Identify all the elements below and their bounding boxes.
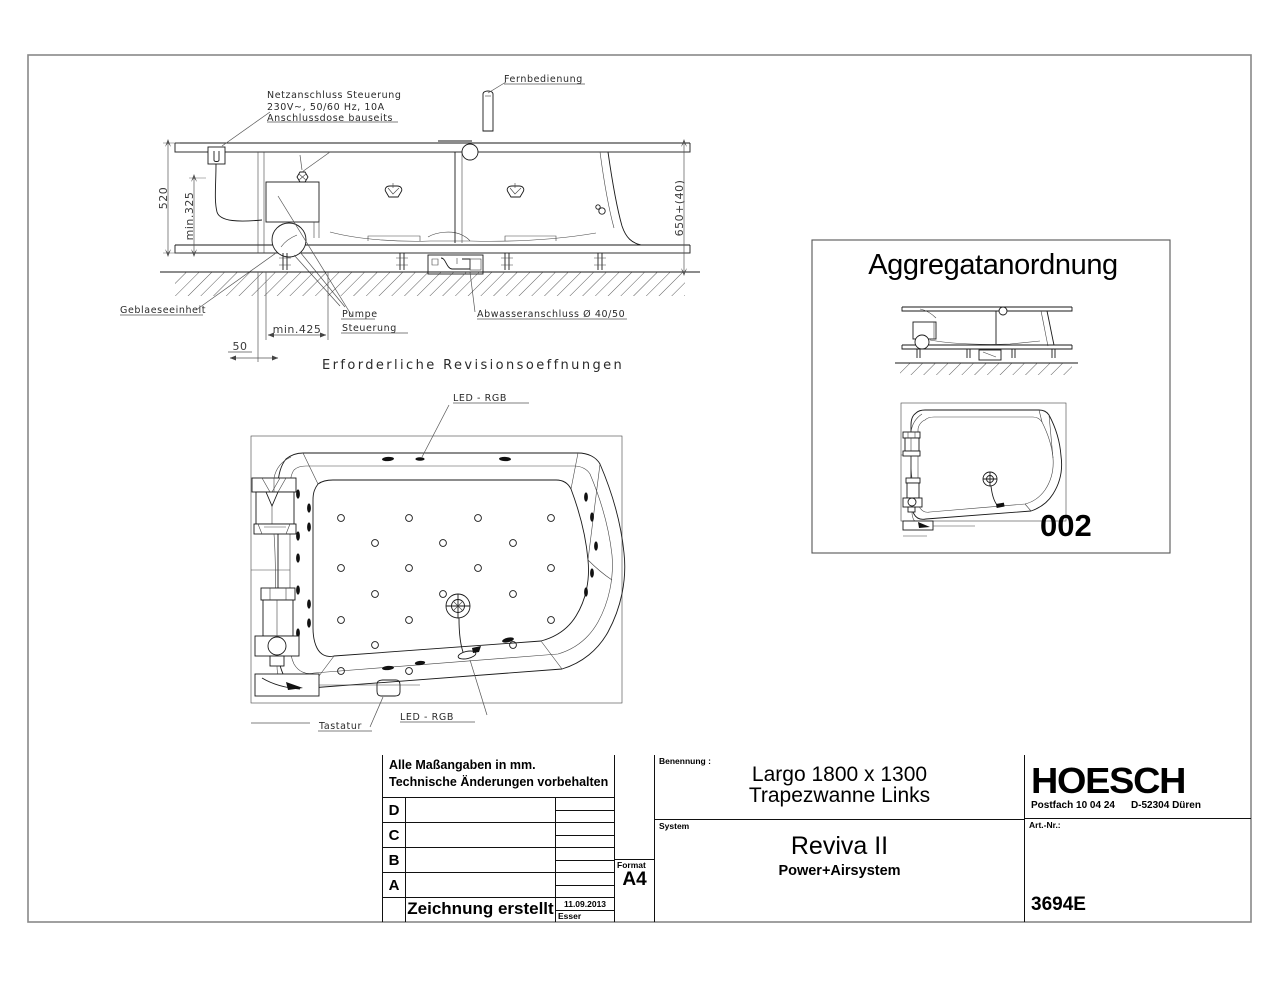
product-name-line2: Trapezwanne Links bbox=[748, 784, 931, 807]
revision-letter-b: B bbox=[383, 848, 406, 872]
plan-bounding-box bbox=[251, 436, 622, 703]
label-led-rgb-top: LED - RGB bbox=[453, 393, 507, 404]
revision-row-c bbox=[383, 823, 614, 848]
revision-row-d bbox=[383, 798, 614, 823]
hoesch-logo: HOESCH bbox=[1031, 759, 1186, 801]
brand-address bbox=[1031, 800, 1251, 811]
fitting-elevation bbox=[596, 205, 605, 214]
system-subtitle: Power+Airsystem bbox=[778, 863, 901, 879]
label-netzanschluss-line1: Netzanschluss Steuerung bbox=[267, 90, 402, 101]
drawing-created-label: Zeichnung erstellt bbox=[406, 898, 556, 922]
label-fernbedienung: Fernbedienung bbox=[504, 74, 583, 85]
article-number: 3694E bbox=[1031, 894, 1086, 915]
revision-date-d bbox=[556, 798, 614, 811]
jet-symbol-elevation-1 bbox=[385, 183, 402, 197]
drain-rosette bbox=[446, 594, 470, 618]
created-author: Esser bbox=[558, 911, 582, 922]
general-notes bbox=[383, 755, 614, 798]
side-elevation-view bbox=[120, 82, 700, 362]
dimension-text-50: 50 bbox=[232, 340, 248, 353]
article-cell bbox=[1025, 819, 1251, 922]
label-geblaeseeinheit: Geblaeseeinheit bbox=[120, 305, 207, 316]
label-led-rgb-bottom: LED - RGB bbox=[400, 712, 454, 723]
revision-date-c bbox=[556, 823, 614, 836]
format-cell bbox=[615, 860, 654, 922]
annotation-text-layer bbox=[120, 74, 686, 732]
led-rgb-group bbox=[382, 457, 515, 671]
plan-view bbox=[251, 403, 625, 731]
note-line-1: Alle Maßangaben in mm. bbox=[389, 758, 536, 772]
revision-letter-d: D bbox=[383, 798, 406, 822]
format-column-spacer bbox=[615, 755, 654, 860]
product-name-line1: Largo 1800 x 1300 bbox=[751, 763, 928, 786]
revision-author-a bbox=[556, 886, 614, 898]
note-line-2: Technische Änderungen vorbehalten bbox=[389, 775, 609, 789]
format-label: Format bbox=[617, 860, 646, 870]
benennung-cell bbox=[655, 755, 1024, 820]
label-steuerung: Steuerung bbox=[342, 323, 397, 334]
revision-letter-a: A bbox=[383, 873, 406, 897]
dimension-text-650: 650+(40) bbox=[673, 179, 686, 237]
created-meta bbox=[556, 898, 614, 922]
title-block-blank-area bbox=[28, 755, 383, 922]
designation-column bbox=[655, 755, 1025, 922]
dimension-text-520: 520 bbox=[157, 186, 170, 210]
revision-meta-d bbox=[556, 798, 614, 822]
benennung-label: Benennung : bbox=[659, 756, 711, 766]
revision-desc-b bbox=[406, 848, 556, 872]
revision-meta-c bbox=[556, 823, 614, 847]
remote-control-symbol bbox=[483, 82, 506, 131]
overflow-assembly-plan bbox=[255, 674, 420, 696]
waste-assembly bbox=[428, 255, 483, 274]
revision-meta-b bbox=[556, 848, 614, 872]
dimension-text-min425: min.425 bbox=[272, 323, 322, 336]
revision-author-c bbox=[556, 836, 614, 848]
created-date: 11.09.2013 bbox=[556, 898, 614, 911]
article-label: Art.-Nr.: bbox=[1029, 820, 1061, 830]
label-abwasseranschluss: Abwasseranschluss Ø 40/50 bbox=[477, 309, 626, 320]
revision-table bbox=[383, 755, 615, 922]
label-revisionsoeffnungen: Erforderliche Revisionsoeffnungen bbox=[322, 358, 625, 373]
label-netzanschluss-line2: 230V~, 50/60 Hz, 10A bbox=[267, 102, 385, 113]
revision-desc-d bbox=[406, 798, 556, 822]
revision-date-b bbox=[556, 848, 614, 861]
revision-author-d bbox=[556, 811, 614, 823]
pump-unit-plan bbox=[255, 588, 299, 666]
blower-unit-elevation bbox=[272, 223, 306, 257]
aggregat-panel-title: Aggregatanordnung bbox=[868, 249, 1118, 281]
aggregat-elevation bbox=[895, 307, 1078, 375]
revision-letter-c: C bbox=[383, 823, 406, 847]
revision-row-created bbox=[383, 898, 614, 922]
aggregat-panel bbox=[812, 240, 1170, 553]
revision-desc-a bbox=[406, 873, 556, 897]
brand-city: D-52304 Düren bbox=[1130, 799, 1201, 811]
manufacturer-column bbox=[1025, 755, 1251, 922]
revision-author-b bbox=[556, 861, 614, 873]
dimension-text-min325: min.325 bbox=[183, 191, 196, 241]
format-value: A4 bbox=[622, 869, 647, 890]
format-column bbox=[615, 755, 655, 922]
system-name: Reviva II bbox=[790, 832, 889, 860]
control-unit-elevation bbox=[266, 182, 319, 222]
brand-postfach: Postfach 10 04 24 bbox=[1031, 799, 1115, 811]
revision-meta-a bbox=[556, 873, 614, 897]
label-tastatur: Tastatur bbox=[319, 721, 362, 732]
aggregat-panel-border bbox=[812, 240, 1170, 553]
jet-symbol-elevation-2 bbox=[507, 183, 524, 197]
water-jet-group bbox=[338, 515, 555, 675]
revision-date-a bbox=[556, 873, 614, 886]
revision-row-b bbox=[383, 848, 614, 873]
bath-outer-rim bbox=[278, 453, 625, 689]
label-pumpe: Pumpe bbox=[342, 309, 378, 320]
system-label: System bbox=[659, 821, 690, 831]
ground-hatch bbox=[175, 272, 685, 296]
blower-unit-plan bbox=[252, 478, 296, 534]
revision-letter-created bbox=[383, 898, 406, 922]
label-netzanschluss-line3: Anschlussdose bauseits bbox=[267, 113, 394, 124]
brand-cell bbox=[1025, 755, 1251, 819]
title-block bbox=[28, 755, 1251, 922]
connector-cluster bbox=[297, 172, 308, 182]
revision-desc-c bbox=[406, 823, 556, 847]
revision-row-a bbox=[383, 873, 614, 898]
aggregat-panel-number: 002 bbox=[1040, 508, 1092, 543]
system-cell bbox=[655, 820, 1024, 922]
